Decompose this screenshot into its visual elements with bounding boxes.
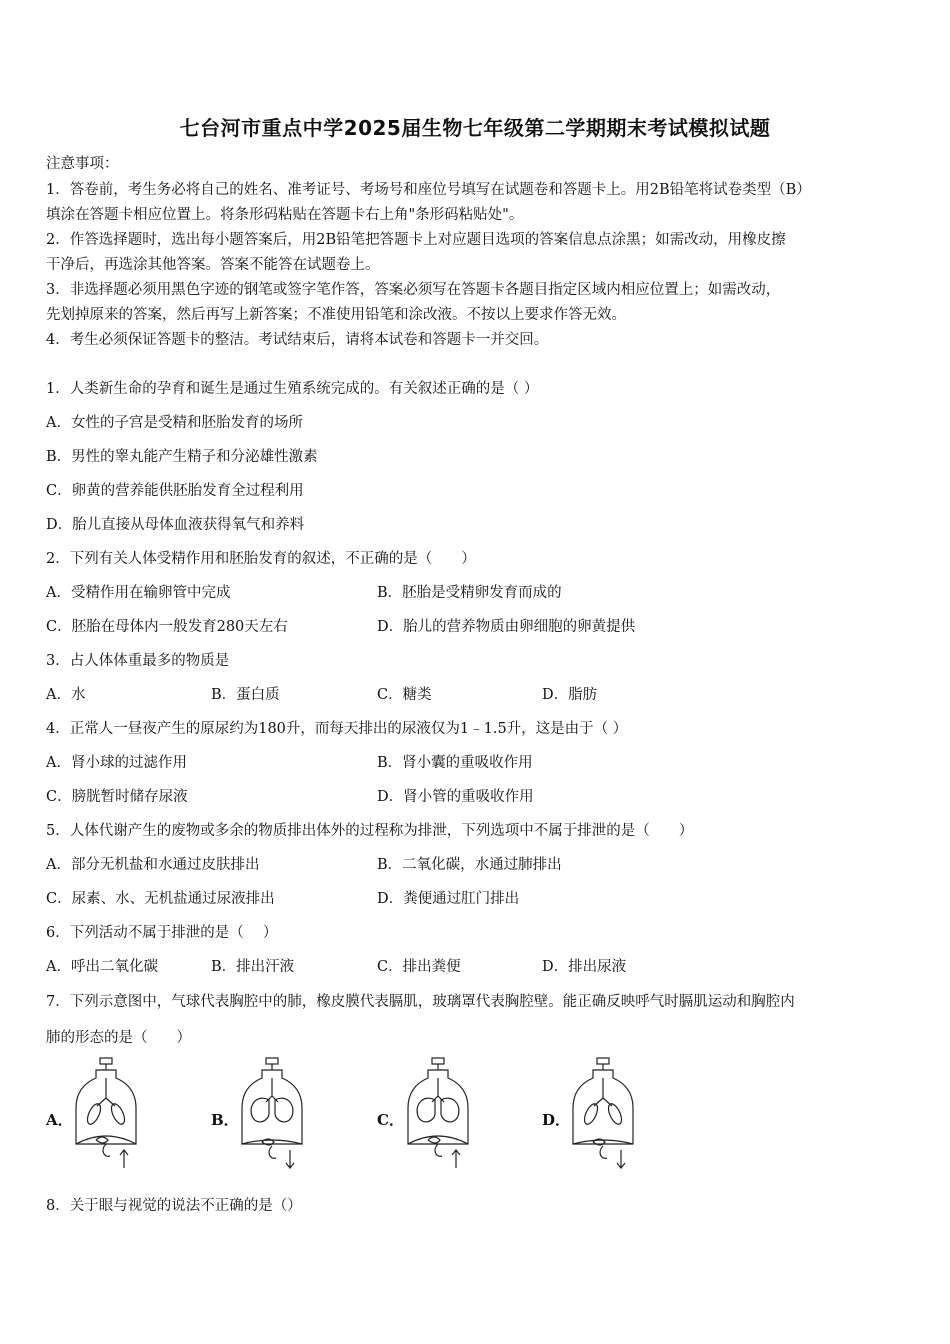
question-6-stem: 6．下列活动不属于排泄的是（ ）: [46, 925, 278, 941]
question-2-stem: 2．下列有关人体受精作用和胚胎发育的叙述，不正确的是（ ）: [46, 551, 476, 567]
question-1-stem: 1．人类新生命的孕育和诞生是通过生殖系统完成的。有关叙述正确的是（ ）: [46, 381, 539, 397]
q5-option-d: D．粪便通过肛门排出: [377, 891, 520, 907]
question-8-stem: 8．关于眼与视觉的说法不正确的是（）: [46, 1198, 302, 1214]
bell-jar-diagram-b: [236, 1056, 308, 1174]
q3-option-b: B．蛋白质: [211, 687, 280, 703]
question-7-stem: 7．下列示意图中，气球代表胸腔中的肺，橡皮膜代表膈肌，玻璃罩代表胸腔壁。能正确反映呼气时膈肌运动和胸腔内: [46, 994, 795, 1010]
question-3-stem: 3．占人体体重最多的物质是: [46, 653, 230, 669]
q3-option-d: D．脂肪: [542, 687, 598, 703]
q3-option-a: A．水: [46, 687, 86, 703]
q5-option-a: A．部分无机盐和水通过皮肤排出: [46, 857, 260, 873]
page-title: 七台河市重点中学2025届生物七年级第二学期期末考试模拟试题: [179, 116, 771, 140]
q7-label-d: D．: [542, 1111, 571, 1129]
q4-option-d: D．肾小管的重吸收作用: [377, 789, 534, 805]
notice-line: 4．考生必须保证答题卡的整洁。考试结束后，请将本试卷和答题卡一并交回。: [46, 332, 549, 348]
q1-option-c: C．卵黄的营养能供胚胎发育全过程利用: [46, 483, 304, 499]
q1-option-b: B．男性的睾丸能产生精子和分泌雄性激素: [46, 449, 318, 465]
question-7-stem-cont: 肺的形态的是（ ）: [46, 1030, 191, 1046]
q2-option-b: B．胚胎是受精卵发育而成的: [377, 585, 562, 601]
notice-heading: 注意事项：: [46, 156, 119, 172]
question-4-stem: 4．正常人一昼夜产生的原尿约为180升，而每天排出的尿液仅为1﹣1.5升，这是由于（ ）: [46, 721, 628, 737]
q7-label-b: B．: [211, 1111, 239, 1129]
bell-jar-diagram-d: [567, 1056, 639, 1174]
q6-option-a: A．呼出二氧化碳: [46, 959, 158, 975]
q6-option-c: C．排出粪便: [377, 959, 461, 975]
notice-line: 填涂在答题卡相应位置上。将条形码粘贴在答题卡右上角"条形码粘贴处"。: [46, 207, 524, 223]
q7-label-c: C．: [377, 1111, 404, 1129]
q2-option-a: A．受精作用在输卵管中完成: [46, 585, 231, 601]
q4-option-c: C．膀胱暂时储存尿液: [46, 789, 188, 805]
notice-line: 干净后，再选涂其他答案。答案不能答在试题卷上。: [46, 257, 380, 273]
q4-option-a: A．肾小球的过滤作用: [46, 755, 187, 771]
question-5-stem: 5．人体代谢产生的废物或多余的物质排出体外的过程称为排泄，下列选项中不属于排泄的是（ ）: [46, 823, 694, 839]
q4-option-b: B．肾小囊的重吸收作用: [377, 755, 533, 771]
q1-option-d: D．胎儿直接从母体血液获得氧气和养料: [46, 517, 305, 533]
q5-option-b: B．二氧化碳，水通过肺排出: [377, 857, 562, 873]
q7-label-a: A．: [46, 1111, 73, 1129]
notice-line: 1．答卷前，考生务必将自己的姓名、准考证号、考场号和座位号填写在试题卷和答题卡上。用2B铅笔将试卷类型（B）: [46, 182, 811, 198]
q6-option-b: B．排出汗液: [211, 959, 295, 975]
q3-option-c: C．糖类: [377, 687, 432, 703]
q1-option-a: A．女性的子宫是受精和胚胎发育的场所: [46, 415, 303, 431]
q5-option-c: C．尿素、水、无机盐通过尿液排出: [46, 891, 275, 907]
q2-option-d: D．胎儿的营养物质由卵细胞的卵黄提供: [377, 619, 636, 635]
bell-jar-diagram-c: [402, 1056, 474, 1174]
notice-line: 先划掉原来的答案，然后再写上新答案；不准使用铅笔和涂改液。不按以上要求作答无效。: [46, 307, 626, 323]
q2-option-c: C．胚胎在母体内一般发育280天左右: [46, 619, 288, 635]
notice-line: 2．作答选择题时，选出每小题答案后，用2B铅笔把答题卡上对应题目选项的答案信息点涂黑；如需改动，用橡皮擦: [46, 232, 786, 248]
notice-line: 3．非选择题必须用黑色字迹的钢笔或签字笔作答，答案必须写在答题卡各题目指定区域内相应位置上；如需改动，: [46, 282, 781, 298]
q6-option-d: D．排出尿液: [542, 959, 627, 975]
bell-jar-diagram-a: [70, 1056, 142, 1174]
